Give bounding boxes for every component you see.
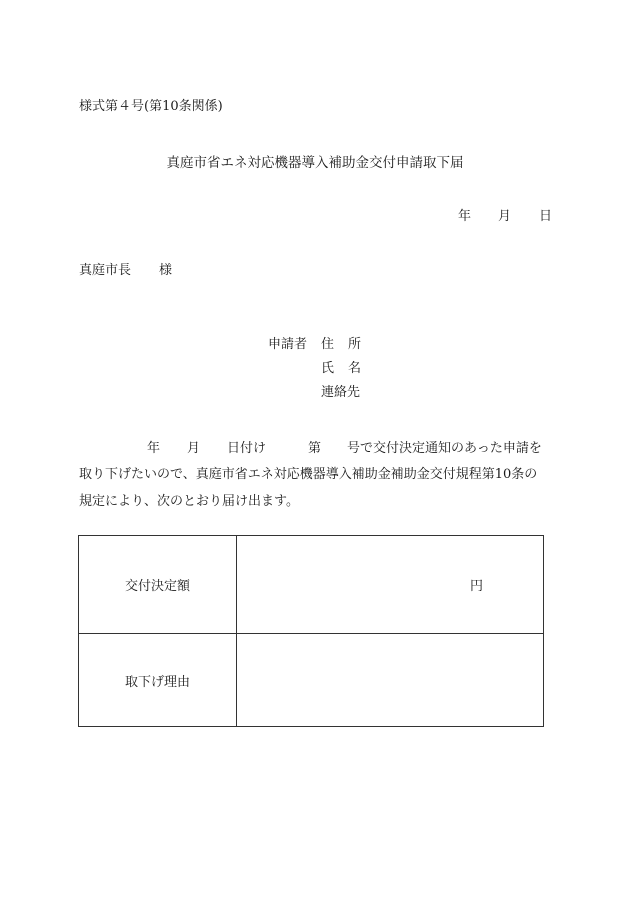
- form-number: 様式第４号(第10条関係): [79, 99, 223, 114]
- body-month: 月: [187, 441, 201, 456]
- info-table: [78, 535, 544, 727]
- body-line-3: 規定により、次のとおり届け出ます。: [79, 494, 299, 509]
- date-day-label: 日: [539, 209, 553, 224]
- grant-amount-label: 交付決定額: [79, 536, 237, 634]
- date-month-label: 月: [498, 209, 512, 224]
- name-label: 氏名: [321, 361, 376, 376]
- withdrawal-reason-value-cell[interactable]: [237, 634, 544, 727]
- withdrawal-reason-label: 取下げ理由: [79, 634, 237, 727]
- page-title: 真庭市省エネ対応機器導入補助金交付申請取下届: [166, 155, 464, 171]
- body-year: 年: [147, 441, 161, 456]
- applicant-heading: 申請者: [268, 337, 308, 352]
- grant-amount-value-cell[interactable]: [237, 536, 544, 634]
- body-dated: 日付け: [227, 441, 267, 456]
- contact-label: 連絡先: [321, 385, 361, 400]
- recipient-honorific: 様: [159, 263, 173, 278]
- recipient-name: 真庭市長: [79, 263, 132, 278]
- yen-unit: 円: [469, 579, 483, 594]
- table-row-withdrawal-reason: [79, 634, 544, 727]
- body-line-2: 取り下げたいので、真庭市省エネ対応機器導入補助金補助金交付規程第10条の: [79, 467, 538, 482]
- address-label: 住所: [321, 337, 376, 352]
- date-year-label: 年: [458, 209, 472, 224]
- body-number-prefix: 第: [308, 441, 322, 456]
- body-line-1-rest: 号で交付決定通知のあった申請を: [347, 441, 542, 456]
- table-row-grant-amount: [79, 536, 544, 634]
